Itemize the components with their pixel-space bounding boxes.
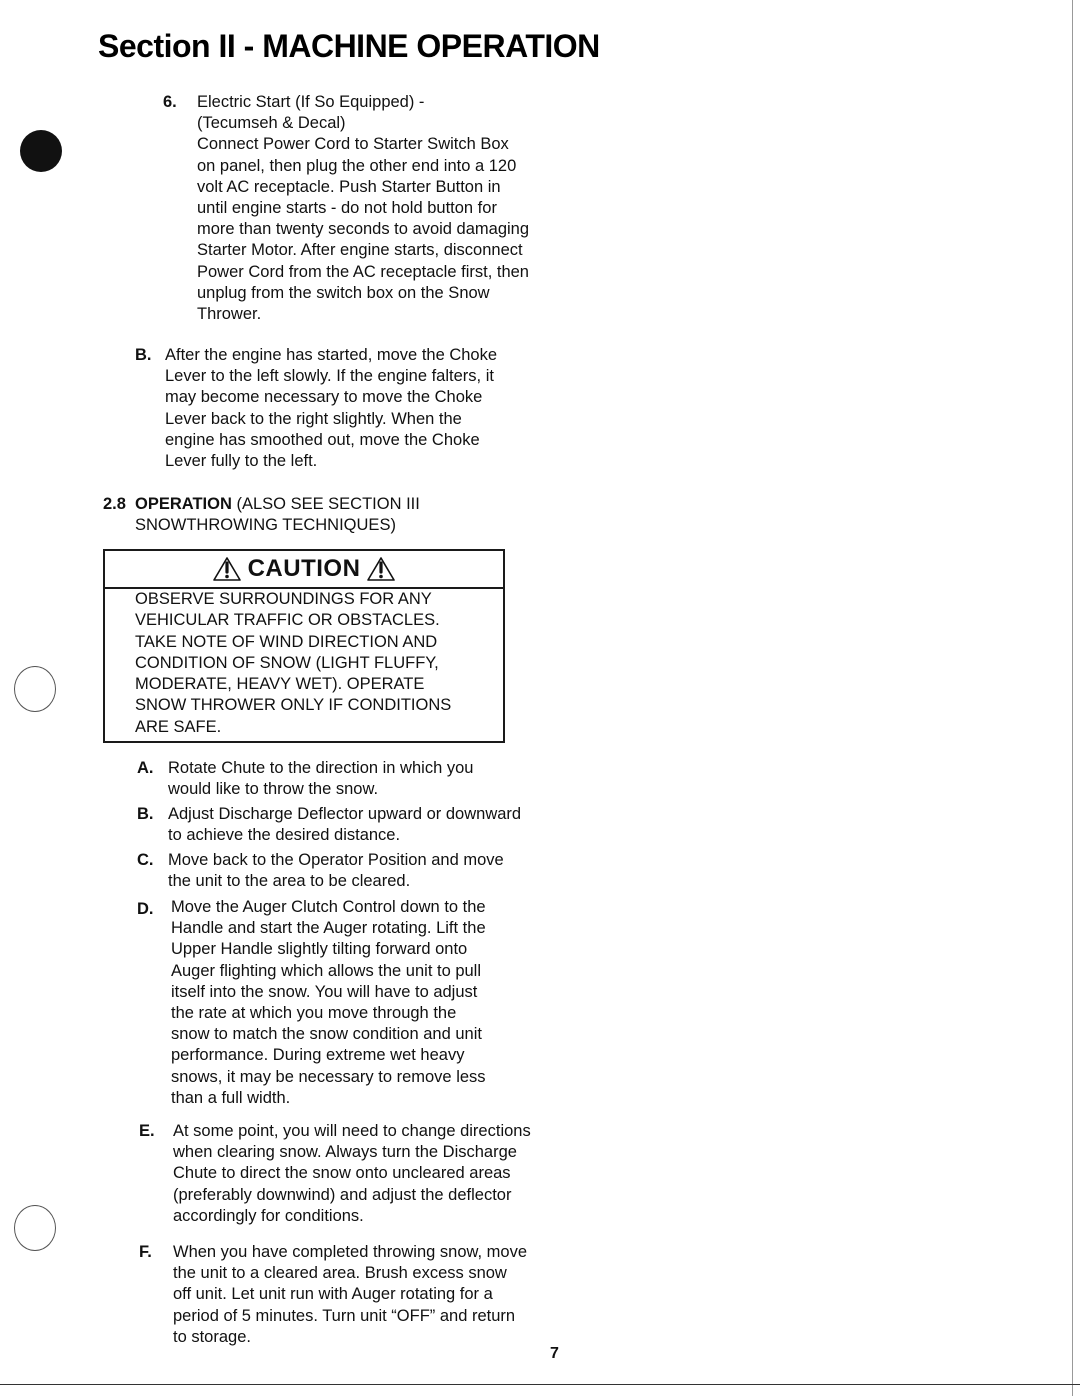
- page-edge-line: [1072, 0, 1073, 1396]
- step-6-text: Electric Start (If So Equipped) - (Tecumseh & Decal) Connect Power Cord to Starter Switch Box on panel, then plug the other end into a 120 volt AC receptacle. Push Starter Button in until engine starts - do not hold button for more than twenty seconds to avoid damaging Starter Motor. After engine starts, disconnect Power Cord from the AC receptacle first, then unplug from the switch box on the Snow Thrower.: [197, 93, 530, 324]
- caution-text: OBSERVE SURROUNDINGS FOR ANY VEHICULAR TRAFFIC OR OBSTACLES. TAKE NOTE OF WIND DIRECTION AND CONDITION OF SNOW (LIGHT FLUFFY, MODERATE, HEAVY WET). OPERATE SNOW THROWER ONLY IF CONDITIONS ARE SAFE.: [135, 590, 452, 736]
- binder-hole-mark: [20, 130, 62, 172]
- punch-hole-upper: [14, 666, 56, 712]
- section-heading-line2: SNOWTHROWING TECHNIQUES): [135, 516, 396, 534]
- page-title: Section II - MACHINE OPERATION: [98, 28, 600, 64]
- warning-triangle-icon: [366, 556, 396, 582]
- page-number: 7: [550, 1345, 559, 1362]
- step-6-marker: 6.: [163, 93, 177, 111]
- op-step-b-marker: B.: [137, 805, 154, 823]
- op-step-f-marker: F.: [139, 1243, 152, 1261]
- op-step-d-text: Move the Auger Clutch Control down to the Handle and start the Auger rotating. Lift the Upper Handle slightly tilting forward onto Auger flighting which allows the unit to pull itself into the snow. You will have to adjust the rate at which you move through the snow to match the snow condition and unit performance. During extreme wet heavy snows, it may be necessary to remove less than a full width.: [171, 898, 486, 1107]
- section-number: 2.8: [103, 495, 126, 513]
- caution-title: CAUTION: [247, 555, 361, 582]
- section-heading: [135, 494, 420, 515]
- op-step-e-marker: E.: [139, 1122, 155, 1140]
- choke-step-text: After the engine has started, move the Choke Lever to the left slowly. If the engine falters, it may become necessary to move the Choke Lever back to the right slightly. When the engine has smoothed out, move the Choke Lever fully to the left.: [165, 346, 498, 471]
- op-step-b-text: Adjust Discharge Deflector upward or downward to achieve the desired distance.: [168, 805, 522, 845]
- punch-hole-lower: [14, 1205, 56, 1251]
- op-step-d-marker: D.: [137, 900, 154, 918]
- caution-header: [105, 551, 503, 589]
- op-step-c-text: Move back to the Operator Position and move the unit to the area to be cleared.: [168, 851, 504, 891]
- op-step-e-text: At some point, you will need to change directions when clearing snow. Always turn the Discharge Chute to direct the snow onto uncleared areas (preferably downwind) and adjust the deflector accordingly for conditions.: [173, 1122, 531, 1225]
- op-step-f-text: When you have completed throwing snow, move the unit to a cleared area. Brush excess snow off unit. Let unit run with Auger rotating for a period of 5 minutes. Turn unit “OFF” and return to storage.: [173, 1243, 528, 1346]
- section-heading-rest: (ALSO SEE SECTION III: [236, 495, 420, 513]
- op-step-c-marker: C.: [137, 851, 154, 869]
- op-step-a-text: Rotate Chute to the direction in which you would like to throw the snow.: [168, 759, 474, 799]
- op-step-a-marker: A.: [137, 759, 154, 777]
- choke-step-marker: B.: [135, 346, 152, 364]
- section-heading-bold: OPERATION: [135, 495, 232, 513]
- caution-box: [103, 549, 505, 743]
- warning-triangle-icon: [212, 556, 242, 582]
- bottom-rule: [0, 1384, 1080, 1385]
